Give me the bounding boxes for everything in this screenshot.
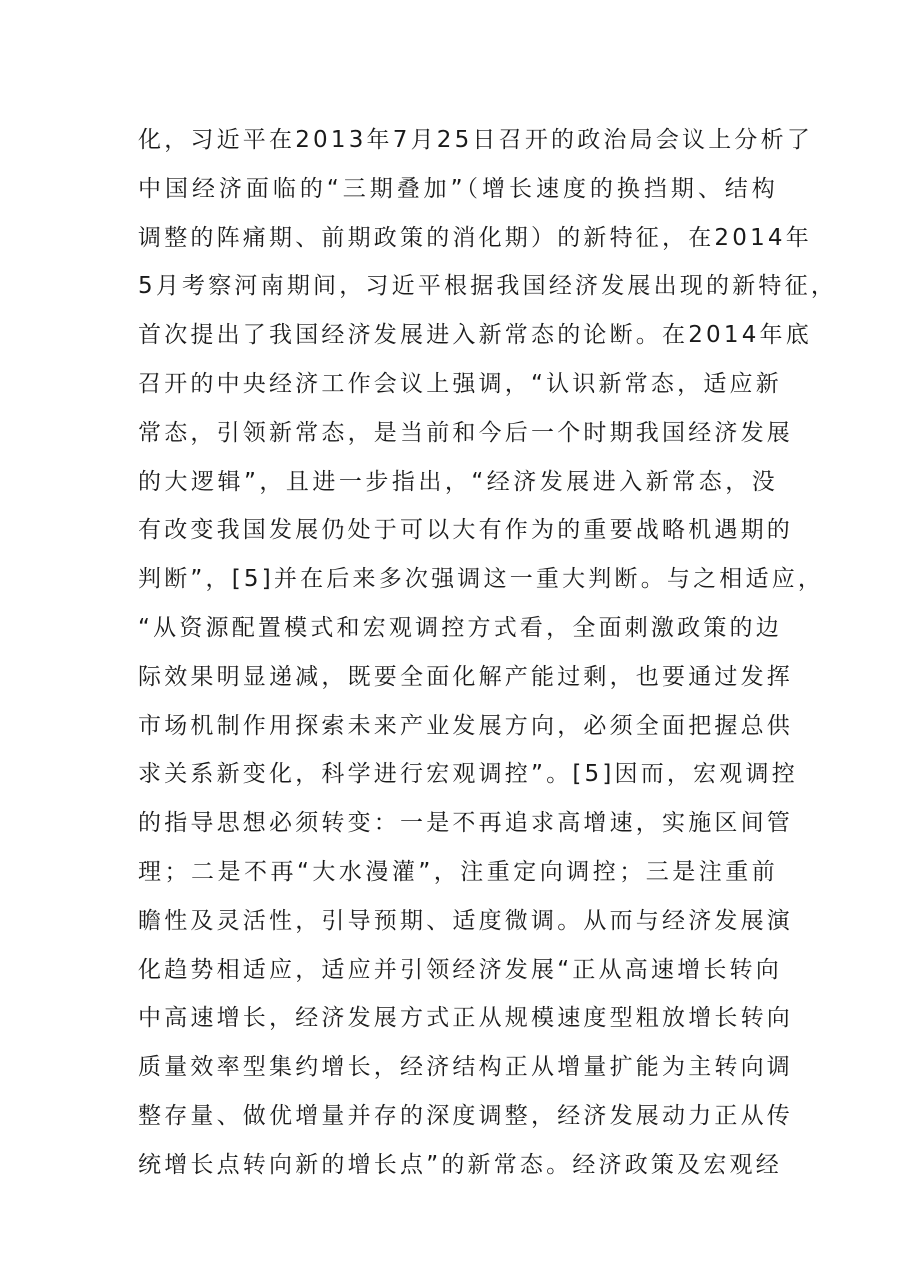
text-line: 的指导思想必须转变：一是不再追求高增速，实施区间管: [138, 810, 793, 837]
text-line: 求关系新变化，科学进行宏观调控”。[5]因而，宏观调控: [138, 761, 798, 788]
text-line: 市场机制作用探索未来产业发展方向，必须全面把握总供: [138, 712, 793, 739]
text-line: 际效果明显递减，既要全面化解产能过剩，也要通过发挥: [138, 663, 793, 690]
text-line: 瞻性及灵活性，引导预期、适度微调。从而与经济发展演: [138, 907, 793, 934]
text-line: “从资源配置模式和宏观调控方式看，全面刺激政策的边: [138, 614, 782, 641]
text-line: 统增长点转向新的增长点”的新常态。经济政策及宏观经: [138, 1151, 782, 1178]
text-line: 中国经济面临的“三期叠加”（增长速度的换挡期、结构: [138, 175, 778, 202]
text-line: 判断”，[5]并在后来多次强调这一重大判断。与之相适应，: [138, 566, 825, 593]
text-line: 5月考察河南期间，习近平根据我国经济发展出现的新特征，: [138, 273, 838, 300]
text-line: 有改变我国发展仍处于可以大有作为的重要战略机遇期的: [138, 517, 793, 544]
text-line: 质量效率型集约增长，经济结构正从增量扩能为主转向调: [138, 1054, 793, 1081]
text-line: 中高速增长，经济发展方式正从规模速度型粗放增长转向: [138, 1005, 793, 1032]
text-line: 理；二是不再“大水漫灌”，注重定向调控；三是注重前: [138, 858, 778, 885]
body-paragraph: [138, 116, 838, 1190]
text-line: 调整的阵痛期、前期政策的消化期）的新特征，在2014年: [138, 224, 812, 251]
text-line: 的大逻辑”，且进一步指出，“经济发展进入新常态，没: [138, 468, 778, 495]
text-line: 化趋势相适应，适应并引领经济发展“正从高速增长转向: [138, 956, 782, 983]
text-line: 化，习近平在2013年7月25日召开的政治局会议上分析了: [138, 127, 814, 153]
text-line: 召开的中央经济工作会议上强调，“认识新常态，适应新: [138, 370, 782, 397]
text-line: 常态，引领新常态，是当前和今后一个时期我国经济发展: [138, 419, 793, 446]
text-line: 整存量、做优增量并存的深度调整，经济发展动力正从传: [138, 1102, 793, 1129]
text-line: 首次提出了我国经济发展进入新常态的论断。在2014年底: [138, 322, 812, 349]
